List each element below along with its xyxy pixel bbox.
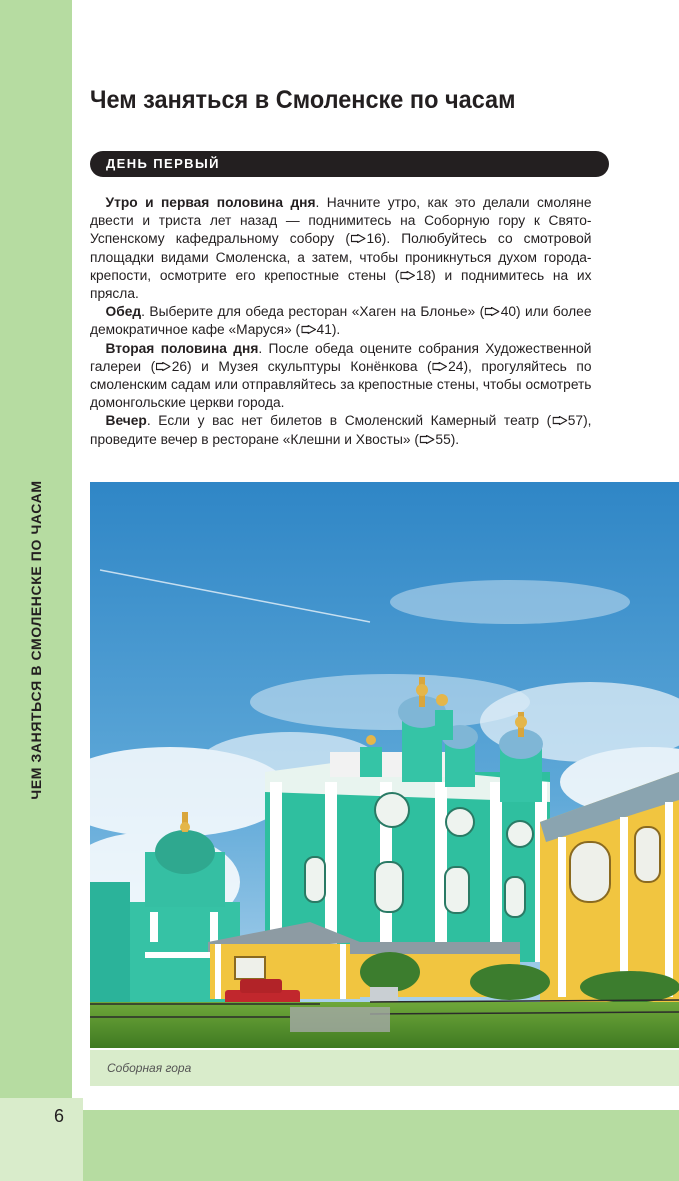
paragraph-afternoon: Вторая половина дня. После обеда оцените собрания Художественной галереи ( 26) и Музея скульптуры Конёнкова ( 24), прогуляйтесь по смоленским садам или отправляйтесь за крепостные стены, чтобы осмотреть домонгольские церкви города. bbox=[90, 340, 592, 412]
cathedral-illustration bbox=[90, 482, 679, 1048]
page-number: 6 bbox=[54, 1106, 65, 1126]
cathedral-photo bbox=[90, 482, 679, 1048]
caption-bar bbox=[90, 1050, 679, 1086]
paragraph-morning: Утро и первая половина дня. Начните утро, как это делали смоляне двести и триста лет назад — поднимитесь на Соборную гору к Свято-Успенскому кафедральному собору ( 16). Полюбуйтесь со смотровой площадки видами Смоленска, а затем, чтобы проникнуться духом города-крепости, осмотрите его крепостные стены ( 18) и поднимитесь на их прясла. bbox=[90, 195, 592, 303]
paragraph-lunch: Обед. Выберите для обеда ресторан «Хаген на Блонье» ( 40) или более демократичное кафе «Маруся» ( 41). bbox=[90, 304, 592, 339]
paragraph-lead: Утро и первая половина дня bbox=[105, 195, 316, 211]
page-reference-arrow-icon bbox=[420, 435, 435, 444]
body-text bbox=[90, 194, 591, 449]
running-head: ЧЕМ ЗАНЯТЬСЯ В СМОЛЕНСКЕ ПО ЧАСАМ bbox=[28, 480, 44, 800]
page-reference-arrow-icon bbox=[301, 325, 316, 334]
photo-caption: Соборная гора bbox=[107, 1061, 192, 1075]
page-reference-arrow-icon bbox=[156, 362, 171, 371]
page-reference-arrow-icon bbox=[552, 416, 567, 425]
paragraph-lead: Вечер bbox=[105, 413, 147, 430]
page-reference-arrow-icon bbox=[433, 362, 448, 371]
section-heading: ДЕНЬ ПЕРВЫЙ bbox=[106, 156, 220, 171]
page-reference-arrow-icon bbox=[485, 307, 500, 316]
paragraph-evening: Вечер. Если у вас нет билетов в Смоленский Камерный театр ( 57), проведите вечер в ресторане «Клешни и Хвосты» ( 55). bbox=[90, 413, 592, 448]
page-reference-arrow-icon bbox=[400, 271, 415, 280]
page-title: Чем заняться в Смоленске по часам bbox=[90, 86, 516, 114]
section-bar bbox=[90, 151, 609, 177]
page-reference-arrow-icon bbox=[351, 234, 366, 243]
paragraph-lead: Вторая половина дня bbox=[105, 340, 259, 357]
paragraph-lead: Обед bbox=[105, 304, 142, 321]
footer-band bbox=[83, 1110, 679, 1181]
page-number-box bbox=[0, 1098, 83, 1181]
